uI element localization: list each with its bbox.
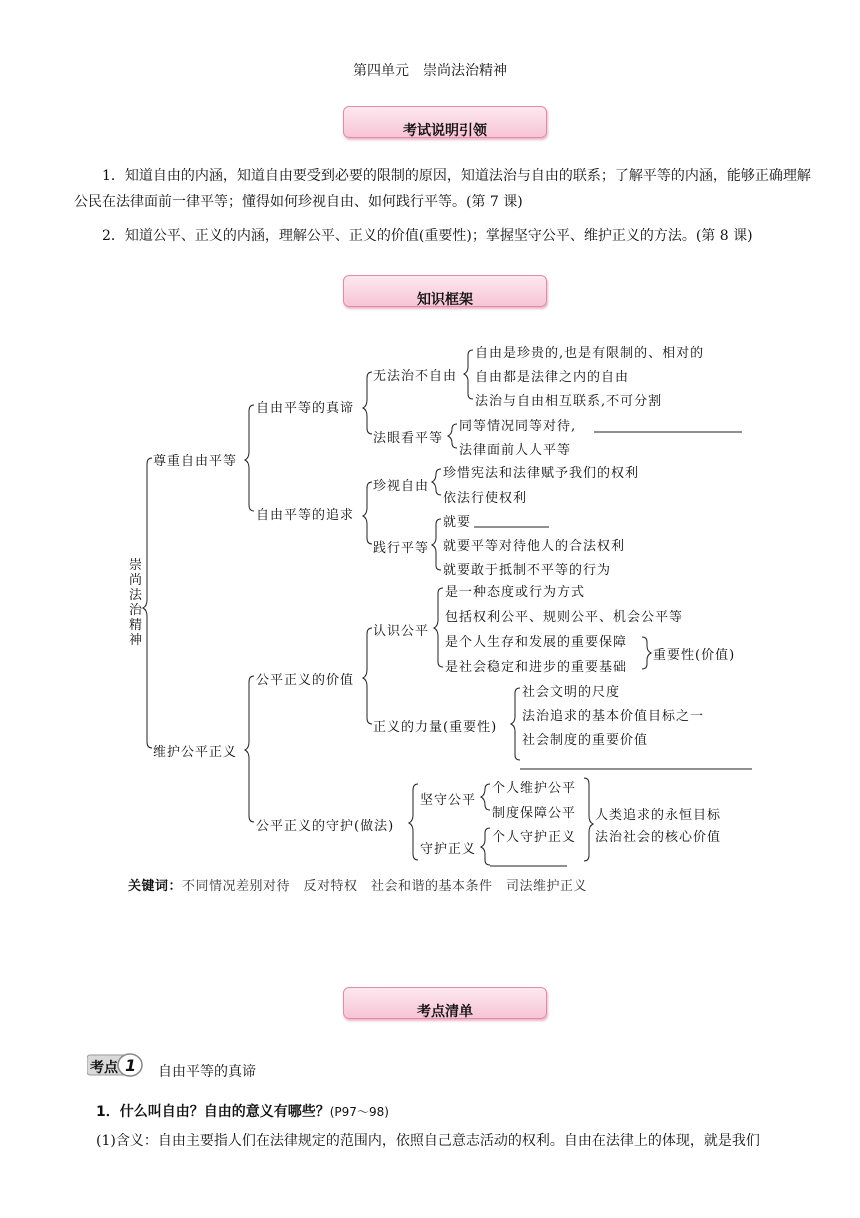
mindmap-branch-1: 尊重自由平等 bbox=[153, 454, 238, 469]
question bbox=[96, 1101, 389, 1121]
mindmap-leaf: 就要 bbox=[443, 515, 472, 530]
page-reference: (P97～98) bbox=[329, 1105, 389, 1119]
mindmap-leaf: 法治与自由相互联系,不可分割 bbox=[475, 394, 663, 409]
mindmap-node-2a: 公平正义的价值 bbox=[256, 673, 355, 688]
section-banner-checklist bbox=[343, 987, 547, 1019]
kaodian-label: 考点 bbox=[90, 1060, 118, 1076]
mindmap-node-2a2: 正义的力量(重要性) bbox=[373, 720, 498, 735]
section-title: 考试说明引领 bbox=[403, 123, 487, 139]
page-title: 第四单元 崇尚法治精神 bbox=[353, 63, 507, 79]
mindmap-leaf: 法治社会的核心价值 bbox=[595, 830, 722, 845]
mindmap-node-1a: 自由平等的真谛 bbox=[256, 401, 355, 416]
mindmap-leaf: 法律面前人人平等 bbox=[459, 443, 572, 458]
mindmap-leaf: 珍惜宪法和法律赋予我们的权利 bbox=[443, 466, 640, 481]
mindmap-node-2b1: 坚守公平 bbox=[420, 793, 477, 808]
mindmap-leaf: 社会制度的重要价值 bbox=[522, 733, 649, 748]
mindmap-node-2b2: 守护正义 bbox=[420, 842, 477, 857]
mindmap-node-2b: 公平正义的守护(做法) bbox=[256, 819, 395, 834]
mindmap-leaf: 是一种态度或行为方式 bbox=[445, 585, 586, 600]
question-text: 1．什么叫自由？自由的意义有哪些？ bbox=[96, 1104, 330, 1120]
mindmap-root: 崇尚法治精神 bbox=[129, 558, 143, 648]
mindmap-leaf: 依法行使权利 bbox=[443, 491, 528, 506]
mindmap-leaf: 是社会稳定和进步的重要基础 bbox=[445, 660, 628, 675]
kaodian-title: 自由平等的真谛 bbox=[158, 1064, 256, 1080]
section-title: 考点清单 bbox=[417, 1004, 473, 1020]
mindmap-leaf: 自由都是法律之内的自由 bbox=[475, 370, 630, 385]
mindmap-tag: 重要性(价值) bbox=[653, 648, 736, 663]
mindmap-leaf: 就要敢于抵制不平等的行为 bbox=[443, 563, 612, 578]
mindmap-node-1a2: 法眼看平等 bbox=[373, 431, 444, 446]
mindmap-leaf: 个人维护公平 bbox=[492, 781, 577, 796]
mindmap-node-1b2: 践行平等 bbox=[373, 541, 430, 556]
section-title: 知识框架 bbox=[417, 292, 473, 308]
mindmap-leaf: 社会文明的尺度 bbox=[522, 685, 621, 700]
mindmap-leaf: 个人守护正义 bbox=[492, 830, 577, 845]
exam-point: 1．知道自由的内涵，知道自由要受到必要的限制的原因，知道法治与自由的联系；了解平等的内涵，能够正确理解公民在法律面前一律平等；懂得如何珍视自由、如何践行平等。(第 7 课) bbox=[74, 168, 811, 210]
mindmap-leaf: 就要平等对待他人的合法权利 bbox=[443, 539, 626, 554]
mindmap-leaf: 包括权利公平、规则公平、机会公平等 bbox=[445, 610, 684, 625]
mindmap-branch-2: 维护公平正义 bbox=[153, 745, 238, 760]
mindmap-leaf: 自由是珍贵的,也是有限制的、相对的 bbox=[475, 346, 705, 361]
kaodian-number: 1 bbox=[125, 1056, 137, 1075]
mindmap-node-1a1: 无法治不自由 bbox=[373, 369, 458, 384]
mindmap-leaf: 同等情况同等对待, bbox=[459, 419, 577, 434]
mindmap-node-1b: 自由平等的追求 bbox=[256, 508, 355, 523]
keywords: 关键词：不同情况差别对待 反对特权 社会和谐的基本条件 司法维护正义 bbox=[128, 879, 588, 894]
mindmap-node-2a1: 认识公平 bbox=[373, 624, 430, 639]
kaodian-badge bbox=[87, 1053, 143, 1079]
mindmap-leaf: 人类追求的永恒目标 bbox=[595, 808, 722, 823]
exam-point: 2．知道公平、正义的内涵，理解公平、正义的价值(重要性)；掌握坚守公平、维护正义的方法。(第 8 课) bbox=[102, 228, 753, 244]
keywords-list: 不同情况差别对待 反对特权 社会和谐的基本条件 司法维护正义 bbox=[182, 879, 588, 894]
mindmap-leaf: 是个人生存和发展的重要保障 bbox=[445, 635, 628, 650]
definition-text: (1)含义：自由主要指人们在法律规定的范围内，依照自己意志活动的权利。自由在法律上的体现，就是我们 bbox=[96, 1133, 760, 1149]
mindmap-leaf: 制度保障公平 bbox=[492, 806, 577, 821]
mindmap-node-1b1: 珍视自由 bbox=[373, 479, 430, 494]
keywords-label: 关键词 bbox=[128, 879, 169, 894]
mindmap-leaf: 法治追求的基本价值目标之一 bbox=[522, 709, 705, 724]
